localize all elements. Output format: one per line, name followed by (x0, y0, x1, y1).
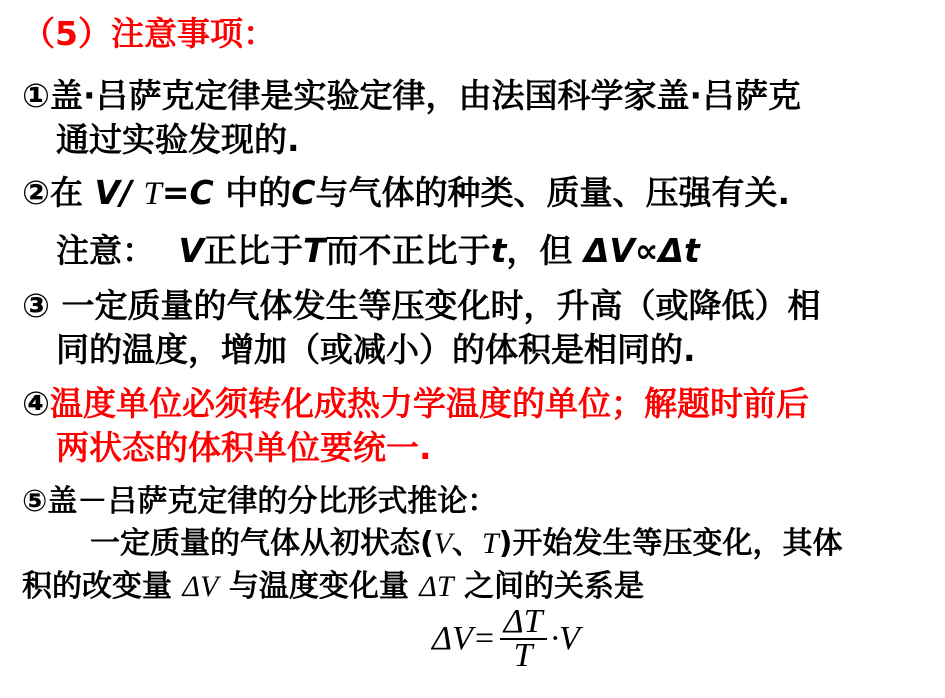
item-1-number: ① (22, 76, 50, 115)
formula-rhs: ·V (550, 620, 580, 657)
item-5-line-3-c: 之间的关系是 (453, 569, 645, 604)
formula-fraction (500, 603, 547, 674)
section-title (22, 8, 276, 55)
formula (432, 603, 580, 674)
item-5-line-1 (22, 476, 497, 520)
note-v: V (178, 231, 205, 270)
item-5-line-3-a: 积的改变量 (22, 569, 183, 604)
item-2-t: T (143, 176, 162, 212)
item-2-eq-c: =C (161, 173, 214, 212)
formula-denominator: T (513, 637, 533, 674)
item-3-line-1 (22, 280, 820, 327)
note-t: t (490, 231, 507, 270)
item-2-pre: 在 (49, 173, 95, 212)
note-label: 注意： (56, 231, 155, 270)
item-5-line-2 (90, 518, 842, 562)
section-number: （5） (22, 14, 111, 53)
note-proportion: ΔV∝Δt (583, 231, 700, 270)
formula-lhs: ΔV= (432, 620, 496, 657)
note-line (56, 225, 700, 272)
item-4-line-2: 两状态的体积单位要统一. (56, 428, 432, 467)
item-3-line-2: 同的温度，增加（或减小）的体积是相同的. (56, 330, 696, 369)
note-t2: 而不正比于 (325, 231, 491, 270)
item-5-line-3-b: 与温度变化量 (218, 569, 420, 604)
item-2-post: 与气体的种类、质量、压强有关. (315, 173, 791, 212)
item-5-line-2-a: 一定质量的气体从初状态( (90, 526, 434, 561)
item-4-number: ④ (22, 384, 50, 423)
formula-numerator: ΔT (503, 603, 543, 640)
note-t1: 正比于 (204, 231, 304, 270)
item-5-delta-v: ΔV (182, 570, 219, 603)
item-5-line-2-b: 、 (452, 526, 483, 561)
item-5-text: 盖－吕萨克定律的分比形式推论： (47, 484, 498, 519)
item-1-line-1 (22, 70, 801, 117)
item-4-text: 温度单位必须转化成热力学温度的单位；解题时前后 (49, 384, 809, 423)
item-2-v-slash: V/ (94, 173, 144, 212)
item-5-v: V (433, 527, 453, 560)
item-5-delta-t: ΔT (419, 570, 454, 603)
section-title-text: 注意事项： (110, 14, 276, 53)
item-5-t: T (482, 527, 499, 560)
item-3-number: ③ (22, 286, 50, 325)
item-2-line (22, 167, 790, 214)
note-T: T (303, 231, 326, 270)
item-1-line-2: 通过实验发现的. (56, 120, 300, 159)
item-5-line-3 (22, 561, 644, 605)
item-3-text: 一定质量的气体发生等压变化时，升高（或降低）相 (49, 286, 821, 325)
item-2-number: ② (22, 173, 50, 212)
item-2-mid: 中的 (213, 173, 292, 212)
item-5-number: ⑤ (22, 484, 48, 519)
item-1-text: 盖·吕萨克定律是实验定律，由法国科学家盖·吕萨克 (49, 76, 802, 115)
item-2-c: C (291, 173, 316, 212)
item-4-line-1 (22, 378, 809, 425)
note-t3: ，但 (506, 231, 584, 270)
item-5-line-2-c: )开始发生等压变化，其体 (498, 526, 843, 561)
